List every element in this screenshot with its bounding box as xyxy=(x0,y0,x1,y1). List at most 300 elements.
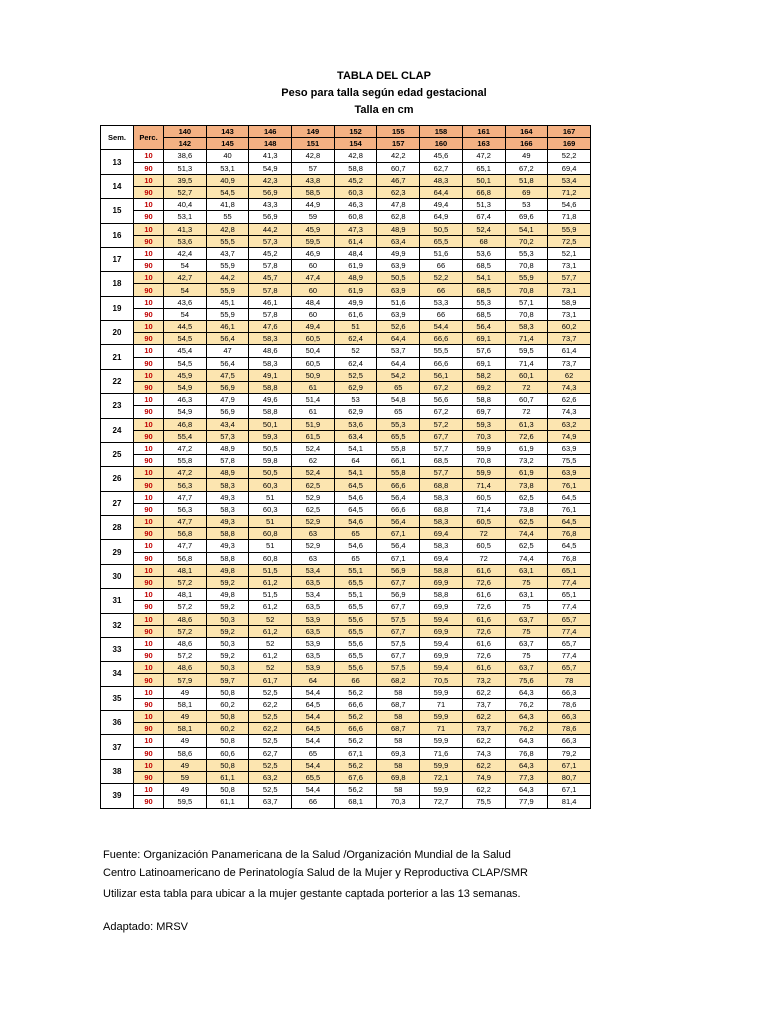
value-cell: 57,6 xyxy=(462,345,505,357)
perc-cell: 90 xyxy=(134,455,164,467)
value-cell: 41,3 xyxy=(249,150,292,162)
value-cell: 46,3 xyxy=(164,394,207,406)
table-row xyxy=(101,491,591,503)
table-row xyxy=(101,601,591,613)
table-row xyxy=(101,723,591,735)
value-cell: 53,4 xyxy=(292,564,335,576)
sem-cell: 34 xyxy=(101,662,134,686)
value-cell: 57,2 xyxy=(164,601,207,613)
value-cell: 45,2 xyxy=(334,174,377,186)
value-cell: 64,4 xyxy=(377,333,420,345)
value-cell: 65 xyxy=(377,406,420,418)
value-cell: 63 xyxy=(292,528,335,540)
sem-cell: 24 xyxy=(101,418,134,442)
value-cell: 65 xyxy=(334,552,377,564)
value-cell: 56,2 xyxy=(334,686,377,698)
header-talla-to: 151 xyxy=(292,138,335,150)
value-cell: 57 xyxy=(292,162,335,174)
value-cell: 64,9 xyxy=(420,211,463,223)
perc-cell: 10 xyxy=(134,686,164,698)
header-talla-to: 163 xyxy=(462,138,505,150)
header-talla-from: 143 xyxy=(206,126,249,138)
value-cell: 62,5 xyxy=(505,491,548,503)
sem-cell: 28 xyxy=(101,516,134,540)
perc-cell: 10 xyxy=(134,662,164,674)
value-cell: 63,1 xyxy=(505,589,548,601)
value-cell: 61,6 xyxy=(462,662,505,674)
value-cell: 55,1 xyxy=(334,589,377,601)
value-cell: 56,4 xyxy=(462,321,505,333)
value-cell: 67,2 xyxy=(420,406,463,418)
sem-cell: 38 xyxy=(101,759,134,783)
value-cell: 60,3 xyxy=(334,186,377,198)
value-cell: 73,8 xyxy=(505,479,548,491)
value-cell: 49,3 xyxy=(206,540,249,552)
note-adapted: Adaptado: MRSV xyxy=(103,921,188,933)
value-cell: 57,2 xyxy=(164,650,207,662)
value-cell: 56,9 xyxy=(249,211,292,223)
value-cell: 54,2 xyxy=(377,369,420,381)
value-cell: 54,9 xyxy=(164,381,207,393)
value-cell: 63,9 xyxy=(377,308,420,320)
value-cell: 42,3 xyxy=(249,174,292,186)
value-cell: 62 xyxy=(548,369,591,381)
value-cell: 77,4 xyxy=(548,576,591,588)
clap-weight-table xyxy=(100,125,591,809)
value-cell: 61,6 xyxy=(334,308,377,320)
value-cell: 72 xyxy=(505,406,548,418)
perc-cell: 10 xyxy=(134,247,164,259)
table-row xyxy=(101,345,591,357)
header-talla-from: 161 xyxy=(462,126,505,138)
value-cell: 54,6 xyxy=(548,199,591,211)
value-cell: 57,7 xyxy=(420,467,463,479)
value-cell: 51 xyxy=(249,540,292,552)
value-cell: 55,6 xyxy=(334,637,377,649)
value-cell: 59,5 xyxy=(164,796,207,808)
value-cell: 65,5 xyxy=(334,576,377,588)
value-cell: 61,2 xyxy=(249,625,292,637)
value-cell: 54,6 xyxy=(334,540,377,552)
table-row xyxy=(101,321,591,333)
value-cell: 66,3 xyxy=(548,711,591,723)
header-talla-from: 146 xyxy=(249,126,292,138)
value-cell: 62,7 xyxy=(420,162,463,174)
value-cell: 63,7 xyxy=(249,796,292,808)
value-cell: 69,7 xyxy=(462,406,505,418)
value-cell: 67,1 xyxy=(377,528,420,540)
value-cell: 75 xyxy=(505,625,548,637)
perc-cell: 90 xyxy=(134,211,164,223)
value-cell: 62,2 xyxy=(462,784,505,796)
value-cell: 53,6 xyxy=(164,235,207,247)
value-cell: 57,3 xyxy=(206,430,249,442)
header-talla-to: 145 xyxy=(206,138,249,150)
value-cell: 50,8 xyxy=(206,784,249,796)
value-cell: 76,8 xyxy=(548,528,591,540)
value-cell: 67,2 xyxy=(505,162,548,174)
value-cell: 60,5 xyxy=(292,333,335,345)
value-cell: 64,5 xyxy=(548,516,591,528)
sem-cell: 26 xyxy=(101,467,134,491)
perc-cell: 90 xyxy=(134,674,164,686)
header-talla-to: 148 xyxy=(249,138,292,150)
title-block xyxy=(0,68,768,119)
perc-cell: 10 xyxy=(134,369,164,381)
value-cell: 63,4 xyxy=(377,235,420,247)
value-cell: 46,9 xyxy=(292,247,335,259)
value-cell: 75,5 xyxy=(462,796,505,808)
value-cell: 63,9 xyxy=(548,467,591,479)
value-cell: 73,2 xyxy=(462,674,505,686)
value-cell: 58,8 xyxy=(462,394,505,406)
value-cell: 54,5 xyxy=(164,333,207,345)
value-cell: 59,2 xyxy=(206,576,249,588)
value-cell: 49 xyxy=(505,150,548,162)
table-row xyxy=(101,308,591,320)
value-cell: 73,7 xyxy=(548,333,591,345)
value-cell: 57,7 xyxy=(548,272,591,284)
value-cell: 59,5 xyxy=(292,235,335,247)
table-row xyxy=(101,223,591,235)
value-cell: 47,3 xyxy=(334,223,377,235)
value-cell: 44,2 xyxy=(206,272,249,284)
value-cell: 64,5 xyxy=(292,698,335,710)
value-cell: 81,4 xyxy=(548,796,591,808)
header-talla-to: 142 xyxy=(164,138,207,150)
value-cell: 54,8 xyxy=(377,394,420,406)
value-cell: 63,5 xyxy=(292,576,335,588)
value-cell: 52,5 xyxy=(249,735,292,747)
value-cell: 62,4 xyxy=(334,333,377,345)
value-cell: 58,3 xyxy=(420,540,463,552)
value-cell: 48,3 xyxy=(420,174,463,186)
value-cell: 50,8 xyxy=(206,686,249,698)
value-cell: 58,3 xyxy=(206,503,249,515)
value-cell: 66 xyxy=(292,796,335,808)
value-cell: 54,4 xyxy=(292,686,335,698)
sem-cell: 19 xyxy=(101,296,134,320)
value-cell: 51 xyxy=(334,321,377,333)
value-cell: 71,4 xyxy=(505,357,548,369)
table-row xyxy=(101,540,591,552)
value-cell: 58,8 xyxy=(334,162,377,174)
value-cell: 61,3 xyxy=(505,418,548,430)
value-cell: 52 xyxy=(334,345,377,357)
perc-cell: 90 xyxy=(134,333,164,345)
value-cell: 47,8 xyxy=(377,199,420,211)
value-cell: 47,2 xyxy=(462,150,505,162)
value-cell: 67,4 xyxy=(462,211,505,223)
table-row xyxy=(101,735,591,747)
table-row xyxy=(101,747,591,759)
perc-cell: 90 xyxy=(134,601,164,613)
value-cell: 51,6 xyxy=(420,247,463,259)
value-cell: 61,9 xyxy=(334,284,377,296)
value-cell: 62,7 xyxy=(249,747,292,759)
perc-cell: 90 xyxy=(134,308,164,320)
value-cell: 57,2 xyxy=(420,418,463,430)
value-cell: 66 xyxy=(420,308,463,320)
value-cell: 58,5 xyxy=(292,186,335,198)
value-cell: 49 xyxy=(164,686,207,698)
perc-cell: 10 xyxy=(134,199,164,211)
value-cell: 56,9 xyxy=(249,186,292,198)
value-cell: 44,2 xyxy=(249,223,292,235)
table-row xyxy=(101,235,591,247)
value-cell: 76,8 xyxy=(548,552,591,564)
value-cell: 72 xyxy=(462,552,505,564)
value-cell: 66 xyxy=(420,260,463,272)
value-cell: 65,5 xyxy=(292,771,335,783)
value-cell: 60,2 xyxy=(548,321,591,333)
perc-cell: 10 xyxy=(134,491,164,503)
perc-cell: 10 xyxy=(134,735,164,747)
value-cell: 69,4 xyxy=(548,162,591,174)
perc-cell: 90 xyxy=(134,552,164,564)
value-cell: 66,3 xyxy=(548,686,591,698)
value-cell: 61,2 xyxy=(249,601,292,613)
value-cell: 47,7 xyxy=(164,516,207,528)
value-cell: 59,3 xyxy=(249,430,292,442)
value-cell: 60,5 xyxy=(462,491,505,503)
table-row xyxy=(101,698,591,710)
value-cell: 55,9 xyxy=(206,284,249,296)
value-cell: 62,2 xyxy=(462,735,505,747)
table-row xyxy=(101,516,591,528)
value-cell: 77,4 xyxy=(548,650,591,662)
value-cell: 45,9 xyxy=(292,223,335,235)
sem-cell: 16 xyxy=(101,223,134,247)
value-cell: 53,6 xyxy=(334,418,377,430)
value-cell: 52,9 xyxy=(292,491,335,503)
value-cell: 67,1 xyxy=(377,552,420,564)
value-cell: 57,5 xyxy=(377,613,420,625)
table-row xyxy=(101,260,591,272)
sem-cell: 33 xyxy=(101,637,134,661)
table-row xyxy=(101,199,591,211)
perc-cell: 90 xyxy=(134,186,164,198)
value-cell: 50,8 xyxy=(206,759,249,771)
value-cell: 67,2 xyxy=(420,381,463,393)
perc-cell: 90 xyxy=(134,747,164,759)
value-cell: 54,4 xyxy=(420,321,463,333)
value-cell: 48,6 xyxy=(249,345,292,357)
table-row xyxy=(101,272,591,284)
value-cell: 49,3 xyxy=(206,491,249,503)
value-cell: 46,1 xyxy=(206,321,249,333)
value-cell: 55 xyxy=(206,211,249,223)
value-cell: 70,8 xyxy=(505,284,548,296)
value-cell: 67,7 xyxy=(377,576,420,588)
value-cell: 48,9 xyxy=(334,272,377,284)
value-cell: 47,5 xyxy=(206,369,249,381)
value-cell: 69,1 xyxy=(462,333,505,345)
value-cell: 70,2 xyxy=(505,235,548,247)
value-cell: 63,2 xyxy=(249,771,292,783)
value-cell: 75,5 xyxy=(548,455,591,467)
value-cell: 68,5 xyxy=(462,284,505,296)
value-cell: 71,8 xyxy=(548,211,591,223)
value-cell: 68,5 xyxy=(420,455,463,467)
value-cell: 61,7 xyxy=(249,674,292,686)
value-cell: 65,5 xyxy=(420,235,463,247)
value-cell: 45,7 xyxy=(249,272,292,284)
value-cell: 48,6 xyxy=(164,662,207,674)
value-cell: 64,3 xyxy=(505,735,548,747)
value-cell: 52,4 xyxy=(292,467,335,479)
value-cell: 52,9 xyxy=(292,540,335,552)
table-row xyxy=(101,369,591,381)
value-cell: 60,5 xyxy=(462,516,505,528)
perc-cell: 10 xyxy=(134,272,164,284)
value-cell: 61,4 xyxy=(548,345,591,357)
table-row xyxy=(101,503,591,515)
value-cell: 52,5 xyxy=(249,784,292,796)
value-cell: 55,1 xyxy=(334,564,377,576)
value-cell: 55,8 xyxy=(377,467,420,479)
value-cell: 49,8 xyxy=(206,589,249,601)
perc-cell: 10 xyxy=(134,711,164,723)
perc-cell: 10 xyxy=(134,345,164,357)
value-cell: 62,5 xyxy=(505,540,548,552)
value-cell: 39,5 xyxy=(164,174,207,186)
table-row xyxy=(101,613,591,625)
value-cell: 59,9 xyxy=(462,442,505,454)
value-cell: 48,6 xyxy=(164,637,207,649)
perc-cell: 90 xyxy=(134,357,164,369)
value-cell: 66 xyxy=(420,284,463,296)
table-row xyxy=(101,211,591,223)
value-cell: 70,8 xyxy=(505,260,548,272)
value-cell: 71,4 xyxy=(462,479,505,491)
table-row xyxy=(101,150,591,162)
value-cell: 63,7 xyxy=(505,613,548,625)
table-row xyxy=(101,442,591,454)
value-cell: 51,8 xyxy=(505,174,548,186)
table-row xyxy=(101,796,591,808)
value-cell: 53,9 xyxy=(292,662,335,674)
value-cell: 62,8 xyxy=(377,211,420,223)
value-cell: 59 xyxy=(164,771,207,783)
value-cell: 58 xyxy=(377,759,420,771)
value-cell: 59,8 xyxy=(249,455,292,467)
header-talla-to: 166 xyxy=(505,138,548,150)
value-cell: 65,7 xyxy=(548,662,591,674)
value-cell: 60,5 xyxy=(292,357,335,369)
value-cell: 45,2 xyxy=(249,247,292,259)
value-cell: 65,5 xyxy=(334,650,377,662)
value-cell: 54 xyxy=(164,284,207,296)
value-cell: 60,8 xyxy=(334,211,377,223)
value-cell: 45,4 xyxy=(164,345,207,357)
value-cell: 54 xyxy=(164,308,207,320)
value-cell: 75 xyxy=(505,576,548,588)
value-cell: 49,4 xyxy=(292,321,335,333)
value-cell: 50,8 xyxy=(206,711,249,723)
value-cell: 72 xyxy=(462,528,505,540)
value-cell: 66,6 xyxy=(334,698,377,710)
perc-cell: 90 xyxy=(134,771,164,783)
table-row xyxy=(101,296,591,308)
value-cell: 55,3 xyxy=(377,418,420,430)
value-cell: 49,6 xyxy=(249,394,292,406)
value-cell: 50,3 xyxy=(206,662,249,674)
value-cell: 78,6 xyxy=(548,723,591,735)
value-cell: 71,4 xyxy=(462,503,505,515)
value-cell: 55,9 xyxy=(206,308,249,320)
perc-cell: 10 xyxy=(134,784,164,796)
perc-cell: 10 xyxy=(134,613,164,625)
perc-cell: 90 xyxy=(134,503,164,515)
perc-cell: 10 xyxy=(134,296,164,308)
value-cell: 56,3 xyxy=(164,479,207,491)
value-cell: 51,5 xyxy=(249,589,292,601)
value-cell: 70,8 xyxy=(505,308,548,320)
sem-cell: 22 xyxy=(101,369,134,393)
value-cell: 59,2 xyxy=(206,650,249,662)
value-cell: 56,8 xyxy=(164,528,207,540)
value-cell: 56,4 xyxy=(377,516,420,528)
value-cell: 65 xyxy=(334,528,377,540)
value-cell: 59,9 xyxy=(420,759,463,771)
value-cell: 64 xyxy=(292,674,335,686)
value-cell: 43,8 xyxy=(292,174,335,186)
table-row xyxy=(101,564,591,576)
value-cell: 62,4 xyxy=(334,357,377,369)
value-cell: 46,7 xyxy=(377,174,420,186)
value-cell: 52,5 xyxy=(249,686,292,698)
perc-cell: 90 xyxy=(134,528,164,540)
value-cell: 57,8 xyxy=(206,455,249,467)
value-cell: 73,1 xyxy=(548,284,591,296)
value-cell: 62,9 xyxy=(334,406,377,418)
value-cell: 48,4 xyxy=(292,296,335,308)
value-cell: 72,1 xyxy=(420,771,463,783)
perc-cell: 90 xyxy=(134,381,164,393)
value-cell: 61,2 xyxy=(249,576,292,588)
value-cell: 42,8 xyxy=(206,223,249,235)
value-cell: 58,6 xyxy=(164,747,207,759)
value-cell: 58,3 xyxy=(249,357,292,369)
value-cell: 52,5 xyxy=(249,711,292,723)
value-cell: 74,9 xyxy=(462,771,505,783)
table-row xyxy=(101,650,591,662)
value-cell: 72,6 xyxy=(462,601,505,613)
value-cell: 57,3 xyxy=(249,235,292,247)
value-cell: 58,1 xyxy=(164,698,207,710)
page-title: TABLA DEL CLAP xyxy=(337,70,431,82)
value-cell: 60,1 xyxy=(505,369,548,381)
value-cell: 73,8 xyxy=(505,503,548,515)
value-cell: 71 xyxy=(420,698,463,710)
value-cell: 61 xyxy=(292,381,335,393)
value-cell: 61,1 xyxy=(206,796,249,808)
perc-cell: 90 xyxy=(134,162,164,174)
value-cell: 52,2 xyxy=(548,150,591,162)
value-cell: 61,9 xyxy=(334,260,377,272)
value-cell: 68,5 xyxy=(462,260,505,272)
table-row xyxy=(101,674,591,686)
perc-cell: 10 xyxy=(134,223,164,235)
table-row xyxy=(101,162,591,174)
value-cell: 58,2 xyxy=(462,369,505,381)
value-cell: 72,6 xyxy=(462,625,505,637)
value-cell: 56,9 xyxy=(206,381,249,393)
perc-cell: 10 xyxy=(134,759,164,771)
value-cell: 71,2 xyxy=(548,186,591,198)
value-cell: 56,2 xyxy=(334,759,377,771)
